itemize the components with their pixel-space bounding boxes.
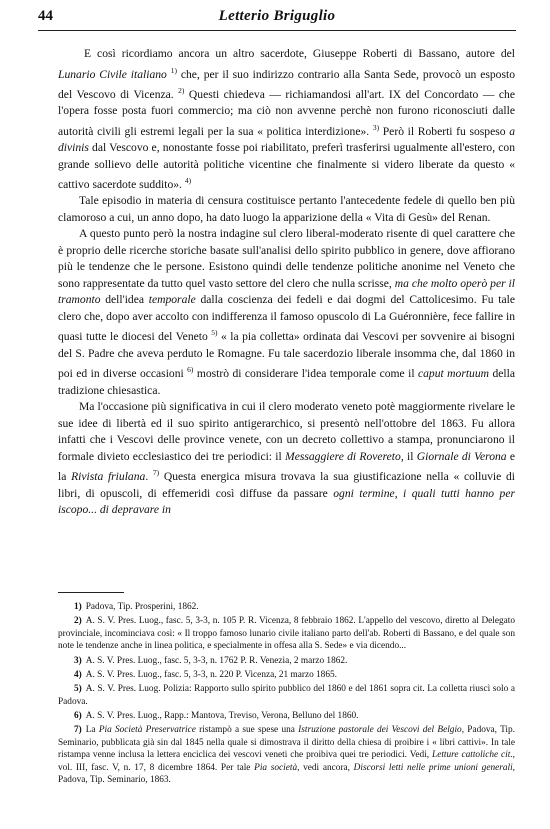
text-run: . [145, 470, 153, 484]
text-run: della tradizione chiesastica. [58, 367, 515, 397]
footnote-number: 4) [74, 669, 82, 680]
footnote-marker: 7) [152, 468, 160, 478]
text-run: e la [58, 449, 516, 484]
italic-text: Giornale di Verona [416, 449, 507, 463]
italic-text: Istruzione pastorale dei Vescovi del Belgio [298, 724, 462, 735]
text-run: dalla coscienza dei fedeli e dai dogmi del Cattolicesimo. Fu tale clero che, dopo aver accolto con indifferenza il famoso opuscolo di La Guéronnière, fece fallire in quasi tutte le diocesi del Veneto [58, 293, 515, 344]
body-text [58, 46, 515, 519]
italic-text: caput mortuum [417, 367, 490, 381]
text-run: A. S. V. Pres. Luog. Polizia: Rapporto sullo spirito pubblico del 1860 e del 1861 sopra cit. La colletta riuscì solo a Padova. [58, 683, 515, 707]
body-paragraph [58, 226, 515, 399]
footnote-marker: 4) [184, 176, 192, 186]
footnote-number: 6) [74, 710, 82, 721]
header-rule [38, 30, 516, 31]
running-title: Letterio Briguglio [218, 8, 336, 24]
text-run: Padova, Tip. Prosperini, 1862. [85, 602, 199, 612]
body-paragraph [58, 399, 515, 518]
italic-text: Pia Società Preservatrice [98, 724, 196, 735]
footnote-marker: 2) [178, 85, 185, 95]
footnote [58, 601, 515, 614]
footnote-marker: 5) [211, 328, 218, 338]
text-run: Tale episodio in materia di censura costituisce pertanto l'antecedente fedele di quello ben più clamoroso a cui, un anno dopo, ha dato luogo la apparizione della « Vita di Gesù» del Renan. [58, 194, 515, 224]
footnote-number: 5) [74, 683, 82, 694]
text-run: , Padova, Tip. Seminario, 1863. [58, 762, 515, 786]
italic-text: Discorsi letti nelle prime unioni generali [353, 762, 513, 773]
text-run: A. S. V. Pres. Luog., fasc. 5, 3-3, n. 220 P. Vicenza, 21 marzo 1865. [85, 669, 337, 680]
footnote-number: 2) [74, 616, 82, 627]
text-run: La [85, 724, 99, 735]
text-run: , Padova, Tip. Seminario, pubblicata già sin dal 1845 nella quale si dimostrava il diritto della chiesa di proibire i « libri cattivi». In tale ristampa venne inclusa la lettera enciclica dei vescovi veneti che proibiva quei tre periodici. Vedi, [58, 724, 515, 761]
text-run: , vedi ancora, [297, 762, 354, 773]
text-run: A. S. V. Pres. Luog., fasc. 5, 3-3, n. 1762 P. R. Venezia, 2 marzo 1862. [85, 655, 348, 666]
footnotes [58, 601, 515, 788]
text-run: , vol. III, fasc. V, n. 17, 8 dicembre 1864. Per tale [58, 750, 515, 773]
footnote [58, 683, 515, 708]
text-run: dell'idea [100, 293, 149, 307]
text-run: che, per il suo indirizzo contrario alla Santa Sede, provocò un esposto del Vescovo di Vicenza. [58, 67, 515, 101]
text-run: ristampò a sue spese una [195, 724, 299, 735]
footnote-marker: 1) [170, 65, 177, 75]
italic-text: Lunario Civile italiano [58, 67, 167, 81]
footnote-marker: 6) [187, 365, 194, 375]
footnote-number: 3) [74, 655, 82, 666]
text-run: Ma l'occasione più significativa in cui il clero moderato veneto potè maggiormente rivelare le sue idee di libertà ed il suo spirito antigerarchico, si presentò nell'ottobre del 1863. Fu allora infatti che i Vescovi delle province venete, con un decreto collettivo a stampa, pronunciarono il formale divieto ecclesiastico dei tre periodici: il [58, 400, 515, 463]
footnote [58, 724, 515, 787]
text-run: mostrò di considerare l'idea temporale come il [193, 367, 418, 381]
footnote [58, 710, 515, 723]
footnote [58, 655, 515, 668]
italic-text: Letture cattoliche cit. [432, 750, 513, 761]
italic-text: ogni termine, i quali tutti hanno per iscopo... di depravare in [58, 486, 515, 517]
italic-text: Rivista friulana [71, 470, 146, 484]
footnote-number: 7) [74, 724, 82, 735]
footnote-number: 1) [74, 602, 82, 612]
page-number: 44 [38, 8, 53, 24]
text-run: Però il Roberti fu sospeso [379, 124, 510, 138]
page-header [38, 8, 516, 30]
footnote [58, 615, 515, 653]
text-run: , il [400, 449, 417, 463]
italic-text: a divinis [58, 124, 516, 155]
text-run: Questa energica misura trovava la sua giustificazione nella « colluvie di libri, di opuscoli, di effemeridi così diffuse da passare [58, 470, 516, 500]
text-run: dal Vescovo e, nonostante fosse poi riabilitato, preferì trasferirsi ugualmente all'estero, con grande sollievo delle autorità politiche vicentine che finalmente si videro liberate da questo « cattivo sacerdote suddito». [58, 141, 515, 191]
body-paragraph [58, 46, 515, 193]
footnote-marker: 3) [372, 122, 380, 132]
text-run: Questi chiedeva — richiamandosi all'art. IX del Concordato — che l'opera fosse posta fuori commercio; ma ciò non avvenne perchè non furono riconosciuti dalle autorità civili gli estremi legali per la sua « politica interdizione». [58, 87, 515, 138]
italic-text: Messaggiere di Rovereto [285, 449, 401, 463]
text-run: « la pia colletta» ordinata dai Vescovi per sovvenire ai bisogni del S. Padre che aveva perduto le Romagne. Fu tale sacerdozio liberale insomma che, dal 1860 in poi ed in diverse occasioni [58, 330, 515, 381]
text-run: A. S. V. Pres. Luog., Rapp.: Mantova, Treviso, Verona, Belluno del 1860. [85, 710, 359, 721]
footnote [58, 669, 515, 682]
text-run: A. S. V. Pres. Luog., fasc. 5, 3-3, n. 105 P. R. Vicenza, 8 febbraio 1862. L'appello del vescovo, diretto al Delegato provinciale, incominciava così: « Il troppo famoso lunario civile italiano parto dell'ab. Roberti di Bassano, e del quale son note le tendenze anche in linea politica, e specialmente in offesa alla S. Sede» e via dicendo... [58, 616, 515, 652]
italic-text: Pia società [254, 762, 298, 773]
italic-text: temporale [148, 293, 196, 307]
text-run: A questo punto però la nostra indagine sul clero liberal-moderato risente di quel carattere che è proprio delle ricerche storiche basate sull'analisi dello spirito pubblico in genere, dove affiorano più le tendenze che le persone. Esistono quindi delle tendenze politiche anonime nel Veneto che sono rappresentate da tutto quel vasto settore del clero che nulla scrisse, [58, 227, 515, 290]
italic-text: ma che molto operò per il tramonto [58, 276, 515, 307]
footnote-separator [58, 592, 124, 593]
body-paragraph [58, 193, 515, 226]
text-run: E così ricordiamo ancora un altro sacerdote, Giuseppe Roberti di Bassano, autore del [84, 47, 515, 60]
